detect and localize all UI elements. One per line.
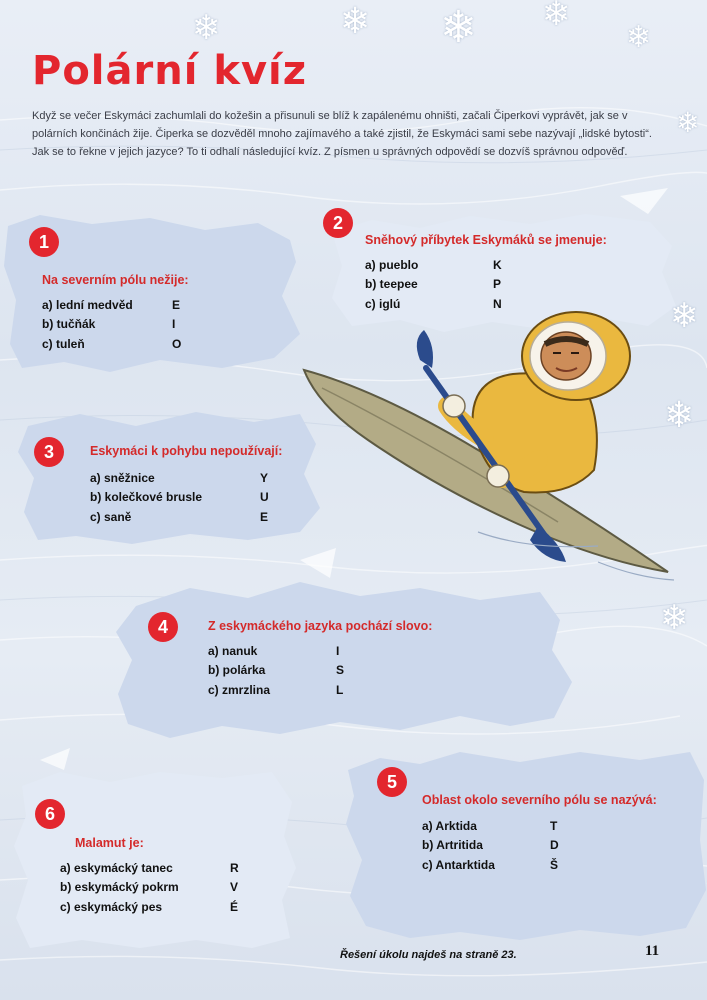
intro-text: Když se večer Eskymáci zachumlali do kožešin a přisunuli se blíž k zapálenému ohništi, začali Čiperkovi vyprávět, jak se v polárních končinách žije. Čiperka se dozvěděl mnoho zajímavého a také zjistil, že Eskymáci sami sebe nazývají „lidské bytosti“. Jak se to řekne v jejich jazyce? To ti odhalí následující kvíz. Z písmen u správných odpovědí se dozvíš správnou odpověď. [32, 110, 652, 158]
answer-text: b) kolečkové brusle [90, 490, 203, 505]
answer-text: c) Antarktida [422, 857, 495, 872]
answer-letter: E [172, 297, 181, 312]
snowflake-icon: ❄ [626, 21, 652, 54]
answer-letter: L [336, 682, 344, 697]
answer-option [365, 294, 502, 314]
answer-list [365, 255, 502, 314]
question-text: Malamut je: [75, 836, 144, 850]
answer-list [90, 468, 269, 527]
answer-letter: I [336, 643, 340, 658]
solution-note: Řešení úkolu najdeš na straně 23. [340, 949, 517, 961]
answer-text: c) eskymácký pes [60, 899, 163, 914]
answer-text: c) iglú [365, 296, 401, 311]
answer-list [60, 858, 239, 917]
answer-letter: I [172, 317, 176, 332]
answer-letter: S [336, 663, 345, 678]
answer-text: a) sněžnice [90, 470, 155, 485]
answer-option [422, 836, 559, 856]
snowflake-icon: ❄ [676, 107, 700, 138]
answer-option [60, 858, 239, 878]
answer-text: c) zmrzlina [208, 682, 271, 697]
page-number: 11 [645, 943, 660, 959]
snowflake-icon: ❄ [340, 0, 371, 41]
snowflake-icon: ❄ [670, 297, 699, 335]
answer-option [60, 878, 239, 898]
kayaker-illustration [298, 310, 678, 590]
answer-option [208, 680, 344, 700]
question-text: Z eskymáckého jazyka pochází slovo: [208, 619, 433, 633]
answer-text: b) polárka [208, 663, 266, 678]
answer-option [42, 315, 176, 335]
answer-text: b) Artritida [422, 838, 483, 853]
answer-text: a) nanuk [208, 643, 258, 658]
answer-letter: É [230, 899, 239, 914]
answer-letter: O [172, 336, 182, 351]
answer-option [365, 275, 502, 295]
answer-list [422, 816, 559, 875]
question-number-badge: 3 [34, 437, 64, 467]
answer-option [208, 661, 345, 681]
answer-list [208, 641, 345, 700]
question-text: Oblast okolo severního pólu se nazývá: [422, 793, 657, 807]
answer-letter: U [260, 490, 269, 505]
answer-letter: N [493, 296, 502, 311]
answer-option [42, 295, 181, 315]
snowflake-icon: ❄ [660, 599, 689, 637]
floe-4 [116, 582, 572, 738]
answer-text: b) eskymácký pokrm [60, 880, 179, 895]
snowflake-icon: ❄ [440, 3, 477, 52]
answer-option [422, 855, 559, 875]
answer-letter: E [260, 509, 269, 524]
answer-option [365, 255, 502, 275]
question-number-badge: 1 [29, 227, 59, 257]
answer-letter: K [493, 257, 502, 272]
answer-text: a) pueblo [365, 257, 419, 272]
answer-text: b) teepee [365, 277, 418, 292]
answer-text: b) tučňák [42, 317, 96, 332]
answer-text: a) eskymácký tanec [60, 860, 173, 875]
answer-text: c) tuleň [42, 336, 85, 351]
answer-option [90, 468, 269, 488]
page-title: Polární kvíz [32, 48, 308, 94]
answer-letter: T [550, 818, 558, 833]
answer-option [208, 641, 340, 661]
answer-text: a) Arktida [422, 818, 477, 833]
answer-letter: Š [550, 857, 559, 872]
answer-letter: P [493, 277, 502, 292]
question-number-badge: 5 [377, 767, 407, 797]
answer-option [90, 507, 269, 527]
answer-text: c) saně [90, 509, 132, 524]
answer-letter: Y [260, 470, 269, 485]
question-text: Eskymáci k pohybu nepoužívají: [90, 444, 283, 458]
answer-text: a) lední medvěd [42, 297, 133, 312]
question-number-badge: 4 [148, 612, 178, 642]
answer-letter: R [230, 860, 239, 875]
question-text: Sněhový příbytek Eskymáků se jmenuje: [365, 233, 607, 247]
answer-option [60, 897, 239, 917]
answer-option [42, 334, 182, 354]
answer-option [422, 816, 558, 836]
snowflake-icon: ❄ [664, 394, 695, 435]
answer-list [42, 295, 182, 354]
answer-letter: D [550, 838, 559, 853]
snowflake-icon: ❄ [192, 9, 221, 47]
question-number-badge: 6 [35, 799, 65, 829]
question-number-badge: 2 [323, 208, 353, 238]
answer-option [90, 488, 269, 508]
question-text: Na severním pólu nežije: [42, 273, 189, 287]
answer-letter: V [230, 880, 239, 895]
snowflake-icon: ❄ [542, 0, 571, 33]
